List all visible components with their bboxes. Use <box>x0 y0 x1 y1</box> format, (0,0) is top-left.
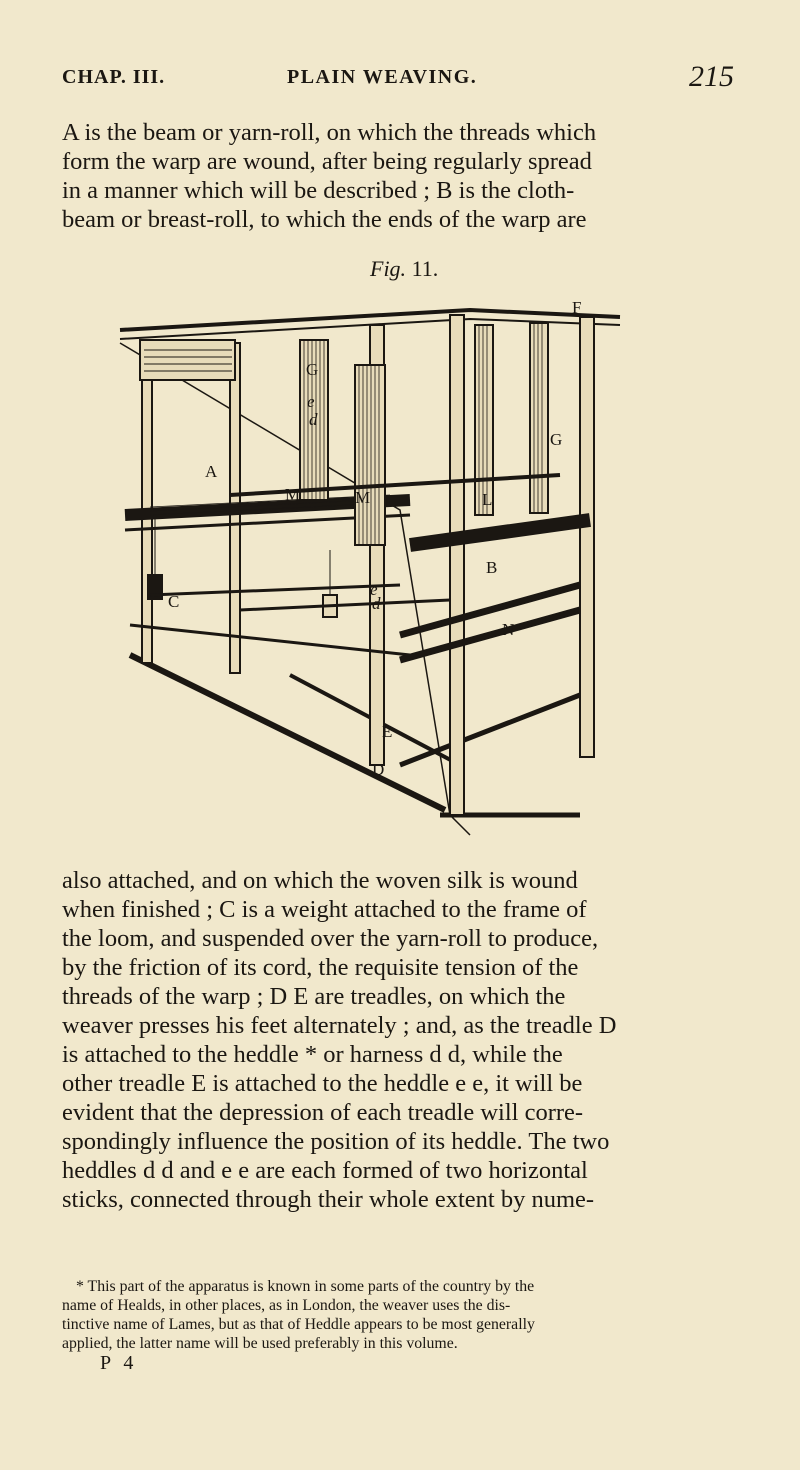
text-line: beam or breast-roll, to which the ends of the warp are <box>62 206 587 233</box>
figure-caption-number: 11. <box>411 256 439 281</box>
text-line: sticks, connected through their whole extent by nume- <box>62 1186 595 1213</box>
text-line: threads of the warp ; D E are treadles, on which the <box>62 983 566 1010</box>
figure-label-A: A <box>205 462 218 481</box>
figure-label-M-left: M <box>285 485 301 504</box>
figure-label-E: E <box>382 722 393 741</box>
text-line: also attached, and on which the woven silk is wound <box>62 867 578 894</box>
text-line: other treadle E is attached to the heddle e e, it will be <box>62 1070 583 1097</box>
paragraph-bottom <box>62 866 742 1214</box>
figure-label-M-right: M <box>355 488 371 507</box>
figure-label-G-left: G <box>306 360 319 379</box>
figure-label-d-top: d <box>309 410 318 429</box>
figure-label-N: N <box>502 620 515 639</box>
running-header <box>62 60 742 94</box>
text-line: heddles d d and e e are each formed of two horizontal <box>62 1157 588 1184</box>
figure-label-C: C <box>168 592 180 611</box>
text-line: in a manner which will be described ; B is the cloth- <box>62 177 575 204</box>
footnote-line: name of Healds, in other places, as in London, the weaver uses the dis- <box>62 1297 511 1314</box>
running-title: PLAIN WEAVING. <box>287 66 478 88</box>
text-line: form the warp are wound, after being regularly spread <box>62 148 592 175</box>
figure-caption <box>370 256 438 282</box>
text-line: the loom, and suspended over the yarn-roll to produce, <box>62 925 599 952</box>
footnote-line: tinctive name of Lames, but as that of Heddle appears to be most generally <box>62 1316 535 1333</box>
footnote <box>62 1277 742 1353</box>
text-line: when finished ; C is a weight attached to the frame of <box>62 896 587 923</box>
paragraph-top <box>62 118 742 234</box>
text-line: spondingly influence the position of its heddle. The two <box>62 1128 610 1155</box>
figure-caption-prefix: Fig. <box>370 256 407 281</box>
loom-engraving <box>110 295 630 855</box>
text-line: weaver presses his feet alternately ; and, as the treadle D <box>62 1012 617 1039</box>
footnote-line: applied, the latter name will be used preferably in this volume. <box>62 1335 458 1352</box>
footnote-line: * This part of the apparatus is known in some parts of the country by the <box>76 1278 535 1295</box>
text-line: by the friction of its cord, the requisite tension of the <box>62 954 579 981</box>
figure-label-D: D <box>372 760 385 779</box>
figure-label-L: L <box>482 490 493 509</box>
figure-label-e-top: e <box>307 392 315 411</box>
figure-label-e-mid: e <box>370 580 378 599</box>
text-line: evident that the depression of each treadle will corre- <box>62 1099 584 1126</box>
signature-mark: P 4 <box>100 1352 138 1374</box>
figure-label-F: F <box>572 298 582 317</box>
figure-label-G-right: G <box>550 430 563 449</box>
text-line: is attached to the heddle * or harness d d, while the <box>62 1041 563 1068</box>
figure-label-d-mid: d <box>372 594 381 613</box>
text-line: A is the beam or yarn-roll, on which the threads which <box>62 119 597 146</box>
page-number: 215 <box>689 60 734 93</box>
figure-label-B: B <box>486 558 498 577</box>
chapter-heading: CHAP. III. <box>62 66 166 88</box>
